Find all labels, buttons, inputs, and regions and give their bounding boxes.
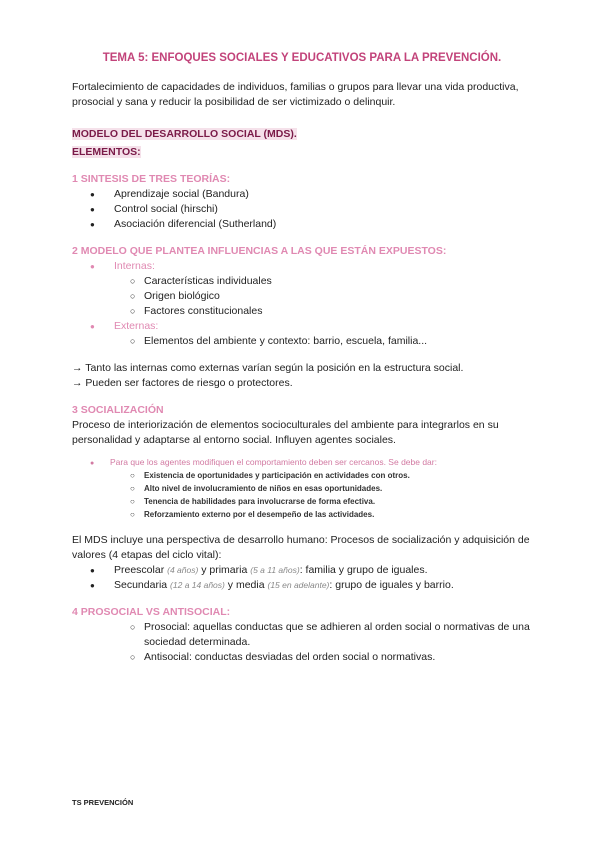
list-item: ○ Factores constitucionales <box>130 304 532 319</box>
mds-paragraph: El MDS incluye una perspectiva de desarrollo humano: Procesos de socialización y adquisición de valores (4 etapas del ciclo vital): <box>72 534 530 561</box>
stage-item: ● Preescolar (4 años) y primaria (5 a 11 años): familia y grupo de iguales. <box>90 563 532 578</box>
list-item: ● Asociación diferencial (Sutherland) <box>90 217 532 232</box>
externas-label: ● Externas: <box>90 319 532 334</box>
section-1-heading: 1 SINTESIS DE TRES TEORÍAS: <box>72 173 231 185</box>
list-item: ● Control social (hirschi) <box>90 202 532 217</box>
condition-item: ○ Tenencia de habilidades para involucrarse de forma efectiva. <box>130 495 532 508</box>
theories-list <box>72 187 532 232</box>
list-item: ○ Características individuales <box>130 274 532 289</box>
page-title: TEMA 5: ENFOQUES SOCIALES Y EDUCATIVOS PARA LA PREVENCIÓN. <box>102 52 502 64</box>
arrow-note: → Pueden ser factores de riesgo o protectores. <box>72 377 293 389</box>
condition-item: ○ Existencia de oportunidades y participación en actividades con otros. <box>130 469 532 482</box>
list-item: ● Aprendizaje social (Bandura) <box>90 187 532 202</box>
condition-item: ○ Reforzamiento externo por el desempeño de las actividades. <box>130 508 532 521</box>
document-page <box>72 52 532 665</box>
prosocial-list <box>72 620 532 665</box>
list-item: ○ Elementos del ambiente y contexto: barrio, escuela, familia... <box>130 334 532 349</box>
stages-list <box>72 563 532 593</box>
elements-heading: ELEMENTOS: <box>72 146 141 158</box>
socialization-paragraph: Proceso de interiorización de elementos socioculturales del ambiente para integrarlos en su personalidad y adaptarse al entorno social. Influyen agentes sociales. <box>72 419 499 446</box>
section-4-heading: 4 PROSOCIAL VS ANTISOCIAL: <box>72 606 231 618</box>
intro-paragraph: Fortalecimiento de capacidades de individuos, familias o grupos para llevar una vida productiva, prosocial y sana y reducir la posibilidad de ser victimizado o delinquir. <box>72 81 519 108</box>
list-item: ○ Origen biológico <box>130 289 532 304</box>
page-footer: TS PREVENCIÓN <box>72 798 134 807</box>
internas-label: ● Internas: <box>90 259 532 274</box>
section-2-heading: 2 MODELO QUE PLANTEA INFLUENCIAS A LAS QUE ESTÁN EXPUESTOS: <box>72 245 447 257</box>
stage-item: ● Secundaria (12 a 14 años) y media (15 en adelante): grupo de iguales y barrio. <box>90 578 532 593</box>
condition-item: ○ Alto nivel de involucramiento de niños en esas oportunidades. <box>130 482 532 495</box>
list-item: ○ Antisocial: conductas desviadas del orden social o normativas. <box>130 650 532 665</box>
mds-heading: MODELO DEL DESARROLLO SOCIAL (MDS). <box>72 128 297 140</box>
section-3-heading: 3 SOCIALIZACIÓN <box>72 404 164 416</box>
influences-list <box>72 259 532 349</box>
list-item: ○ Prosocial: aquellas conductas que se adhieren al orden social o normativas de una sociedad determinada. <box>130 620 532 650</box>
agents-note: ● Para que los agentes modifiquen el comportamiento deben ser cercanos. Se debe dar: <box>90 456 532 469</box>
arrow-note: → Tanto las internas como externas varían según la posición en la estructura social. <box>72 362 464 374</box>
